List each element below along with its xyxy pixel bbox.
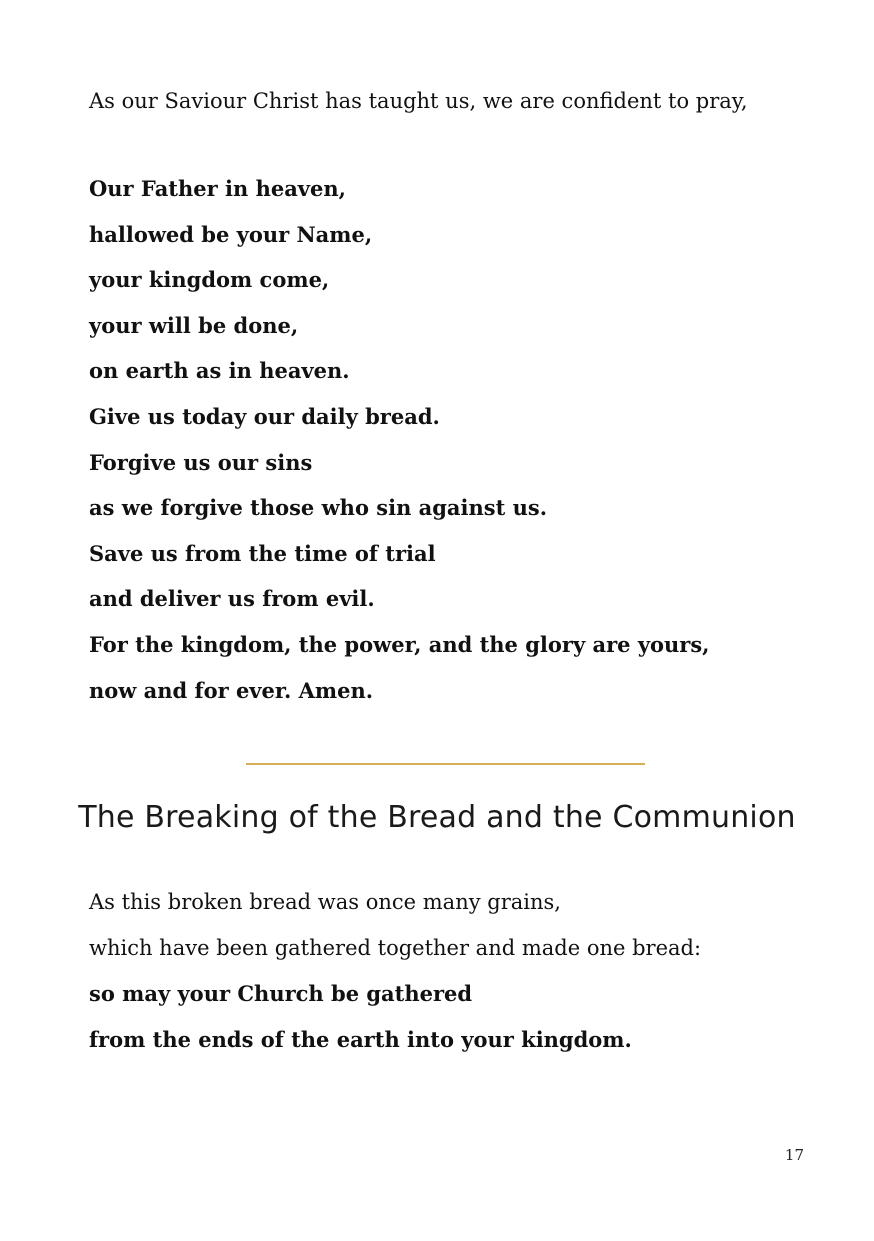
intro-text: As our Saviour Christ has taught us, we are confident to pray, [89, 89, 748, 113]
people-line: so may your Church be gathered [89, 981, 473, 1007]
section-heading: The Breaking of the Bread and the Communion [78, 800, 796, 835]
prayer-line: now and for ever. Amen. [89, 677, 374, 703]
prayer-line: Give us today our daily bread. [89, 403, 440, 429]
breaking-of-bread-text [89, 880, 701, 1062]
leader-line: which have been gathered together and made one bread: [89, 935, 702, 960]
prayer-line: on earth as in heaven. [89, 358, 350, 384]
leader-line: As this broken bread was once many grains, [89, 890, 561, 914]
prayer-line: Save us from the time of trial [89, 540, 436, 566]
lords-prayer [89, 166, 710, 713]
page-number: 17 [784, 1146, 804, 1164]
prayer-line: Our Father in heaven, [89, 176, 346, 201]
prayer-line: Forgive us our sins [89, 449, 313, 475]
prayer-line: hallowed be your Name, [89, 221, 373, 247]
people-line: from the ends of the earth into your kingdom. [89, 1026, 632, 1052]
prayer-line: as we forgive those who sin against us. [89, 495, 548, 521]
prayer-line: your will be done, [89, 312, 299, 338]
section-divider [246, 763, 645, 765]
prayer-line: and deliver us from evil. [89, 586, 375, 612]
prayer-line: your kingdom come, [89, 267, 330, 293]
prayer-line: For the kingdom, the power, and the glory are yours, [89, 631, 710, 657]
